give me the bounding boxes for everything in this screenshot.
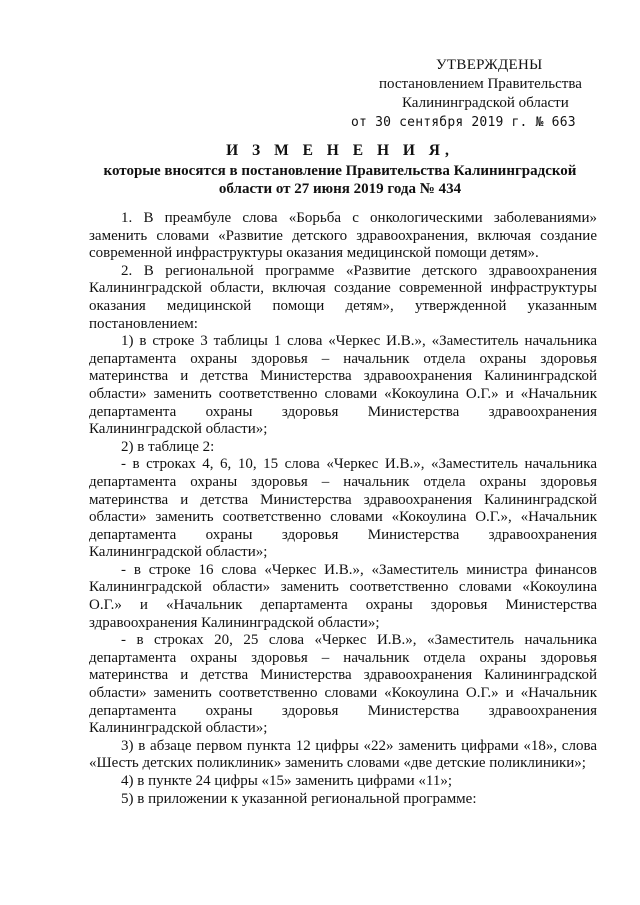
paragraph-2: 2. В региональной программе «Развитие детского здравоохранения Калининградской области, включая создание современной инфраструктуры оказания медицинской помощи детям», утвержденной указанным постановлением: bbox=[89, 262, 597, 332]
approval-title: УТВЕРЖДЕНЫ bbox=[436, 57, 543, 73]
paragraph-7: - в строках 20, 25 слова «Черкес И.В.», «Заместитель начальника департамента охраны здоровья – начальник отдела охраны здоровья материнства и детства Министерства здравоохранения Калининградской области» заменить соответственно словами «Кокоулина О.Г.» и «Начальник департамента охраны здоровья Министерства здравоохранения Калининградской области»; bbox=[89, 632, 597, 737]
approval-stamp bbox=[330, 56, 610, 132]
paragraph-4: 2) в таблице 2: bbox=[121, 438, 215, 455]
paragraph-9: 4) в пункте 24 цифры «15» заменить цифрами «11»; bbox=[121, 773, 453, 789]
paragraph-3: 1) в строке 3 таблицы 1 слова «Черкес И.В.», «Заместитель начальника департамента охраны здоровья – начальник отдела охраны здоровья материнства и детства Министерства здравоохранения Калининградской области» заменить соответственно словами «Кокоулина О.Г.» и «Начальник департамента охраны здоровья Министерства здравоохранения Калининградской области»; bbox=[89, 333, 597, 438]
document-heading bbox=[60, 142, 620, 198]
paragraph-6: - в строке 16 слова «Черкес И.В.», «Заместитель министра финансов Калининградской области» заменить соответственно словами «Кокоулина О.Г.» и «Начальник департамента охраны здоровья Министерства здравоохранения Калининградской области»; bbox=[89, 561, 597, 631]
heading-subtitle-line-2: области от 27 июня 2019 года № 434 bbox=[218, 181, 462, 197]
approval-line-date-number: от 30 сентября 2019 г. № 663 bbox=[351, 115, 576, 130]
paragraph-5: - в строках 4, 6, 10, 15 слова «Черкес И.В.», «Заместитель начальника департамента охраны здоровья – начальник отдела охраны здоровья материнства и детства Министерства здравоохранения Калининградской области» заменить соответственно словами «Кокоулина О.Г.», «Начальник департамента охраны здоровья Министерства здравоохранения Калининградской области»; bbox=[89, 456, 597, 561]
approval-line-region: Калининградской области bbox=[402, 95, 569, 111]
approval-line-resolution: постановлением Правительства bbox=[379, 76, 582, 92]
paragraph-10: 5) в приложении к указанной региональной программе: bbox=[121, 790, 477, 807]
paragraph-1: 1. В преамбуле слова «Борьба с онкологическими заболеваниями» заменить словами «Развитие детского здравоохранения, включая создание современной инфраструктуры оказания медицинской помощи детям». bbox=[89, 210, 597, 262]
heading-subtitle-line-1: которые вносятся в постановление Правительства Калининградской bbox=[103, 163, 577, 179]
paragraph-8: 3) в абзаце первом пункта 12 цифры «22» заменить цифрами «18», слова «Шесть детских поликлиник» заменить словами «две детские поликлиники»; bbox=[89, 737, 597, 772]
document-body bbox=[89, 210, 597, 808]
heading-title: И З М Е Н Е Н И Я, bbox=[226, 142, 454, 159]
